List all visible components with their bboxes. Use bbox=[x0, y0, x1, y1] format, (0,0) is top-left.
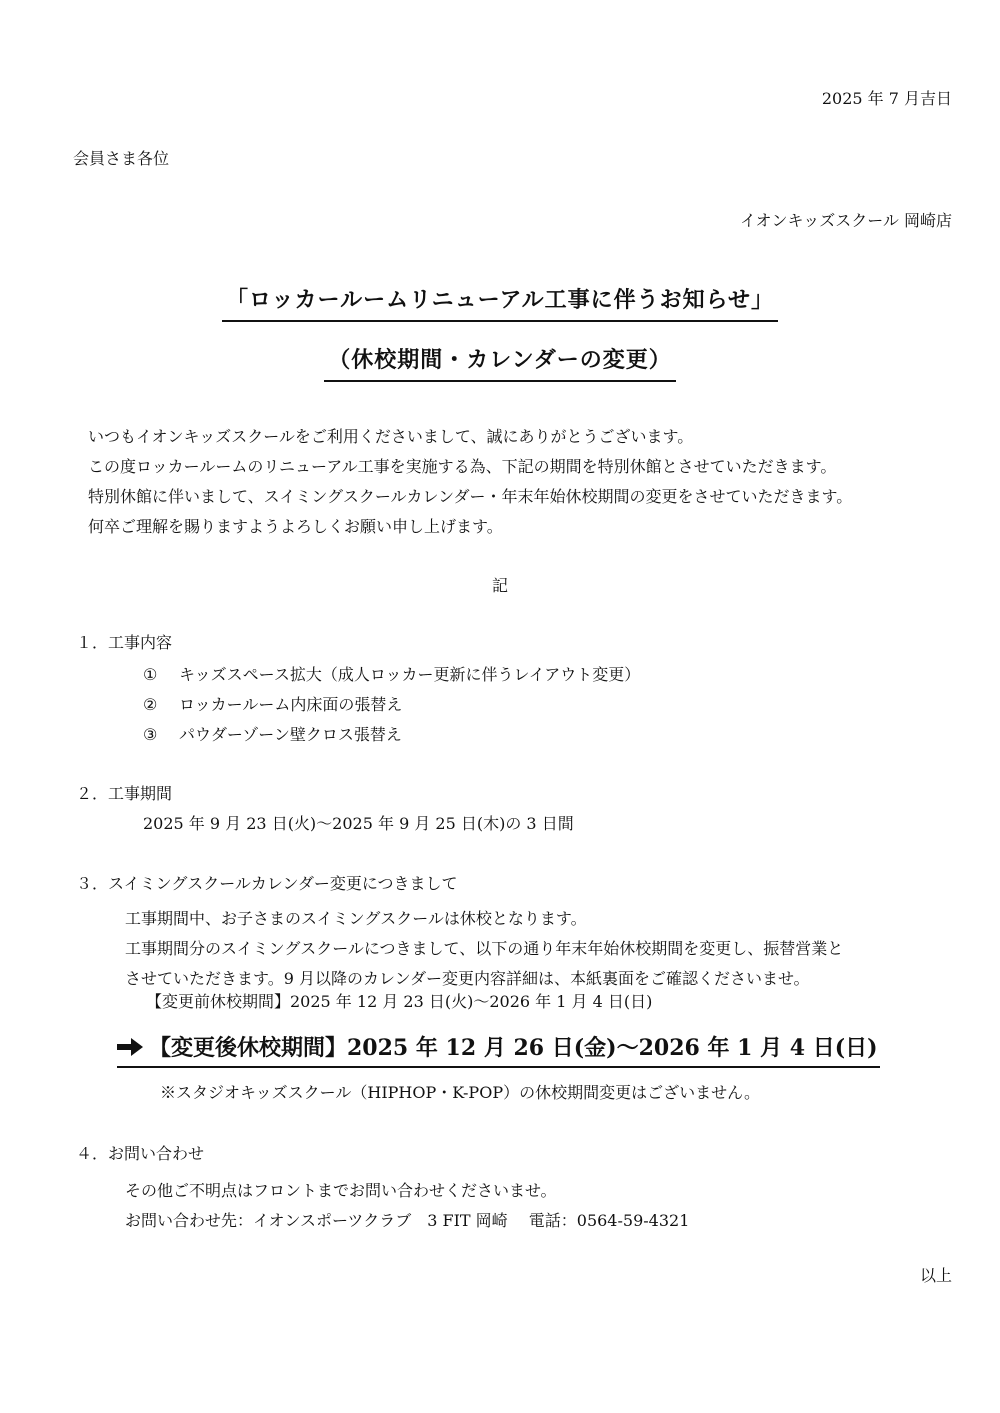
inquiry-line: その他ご不明点はフロントまでお問い合わせくださいませ。 bbox=[125, 1181, 557, 1200]
calendar-line: 工事期間中、お子さまのスイミングスクールは休校となります。 bbox=[125, 909, 587, 928]
sender-name: イオンキッズスクール 岡崎店 bbox=[740, 211, 952, 230]
list-item bbox=[143, 720, 640, 750]
intro-line: この度ロッカールームのリニューアル工事を実施する為、下記の期間を特別休館とさせていただきます。 bbox=[88, 457, 837, 476]
right-arrow-icon bbox=[117, 1038, 143, 1060]
main-title-wrapper bbox=[0, 283, 1000, 322]
inquiry-line: お問い合わせ先：イオンスポーツクラブ 3 FIT 岡崎 電話：0564-59-4321 bbox=[125, 1211, 690, 1230]
calendar-change-text bbox=[125, 904, 843, 994]
section-heading-inquiry: ４．お問い合わせ bbox=[76, 1144, 205, 1163]
list-item bbox=[143, 690, 640, 720]
item-number: ③ bbox=[143, 725, 158, 744]
item-number: ② bbox=[143, 695, 158, 714]
intro-line: 特別休館に伴いまして、スイミングスクールカレンダー・年末年始休校期間の変更をさせていただきます。 bbox=[88, 487, 853, 506]
closing-mark: 以上 bbox=[919, 1266, 952, 1285]
ki-marker: 記 bbox=[491, 576, 508, 595]
construction-period: 2025 年 9 月 23 日(火)～2025 年 9 月 25 日(木)の 3 日間 bbox=[143, 814, 574, 833]
main-title: 「ロッカールームリニューアル工事に伴うお知らせ」 bbox=[222, 283, 778, 322]
item-text: ロッカールーム内床面の張替え bbox=[179, 695, 403, 714]
section-heading-period: ２．工事期間 bbox=[76, 784, 173, 803]
calendar-line: 工事期間分のスイミングスクールにつきまして、以下の通り年末年始休校期間を変更し、振替営業と bbox=[125, 939, 844, 958]
sub-title-wrapper bbox=[0, 343, 1000, 382]
before-closure-period: 【変更前休校期間】2025 年 12 月 23 日(火)～2026 年 1 月 4 日(日) bbox=[146, 992, 653, 1011]
intro-line: いつもイオンキッズスクールをご利用くださいまして、誠にありがとうございます。 bbox=[88, 427, 694, 446]
section-heading-calendar: ３．スイミングスクールカレンダー変更につきまして bbox=[76, 874, 458, 893]
inquiry-text bbox=[125, 1176, 689, 1236]
list-item bbox=[143, 660, 640, 690]
item-number: ① bbox=[143, 665, 158, 684]
after-closure-text: 【変更後休校期間】2025 年 12 月 26 日(金)～2026 年 1 月 4 日(日) bbox=[149, 1035, 878, 1061]
studio-note: ※スタジオキッズスクール（HIPHOP・K-POP）の休校期間変更はございません。 bbox=[160, 1083, 761, 1102]
intro-paragraph bbox=[88, 422, 852, 542]
item-text: キッズスペース拡大（成人ロッカー更新に伴うレイアウト変更） bbox=[179, 665, 641, 684]
item-text: パウダーゾーン壁クロス張替え bbox=[179, 725, 402, 744]
section-heading-construction: １．工事内容 bbox=[76, 633, 173, 652]
calendar-line: させていただきます。9 月以降のカレンダー変更内容詳細は、本紙裏面をご確認くださいませ。 bbox=[125, 969, 810, 988]
intro-line: 何卒ご理解を賜りますようよろしくお願い申し上げます。 bbox=[88, 517, 503, 536]
document-date: 2025 年 7 月吉日 bbox=[821, 89, 952, 108]
after-closure-period bbox=[117, 1037, 880, 1068]
sub-title: （休校期間・カレンダーの変更） bbox=[324, 343, 676, 382]
addressee: 会員さま各位 bbox=[73, 149, 170, 168]
construction-items-list bbox=[143, 660, 640, 750]
